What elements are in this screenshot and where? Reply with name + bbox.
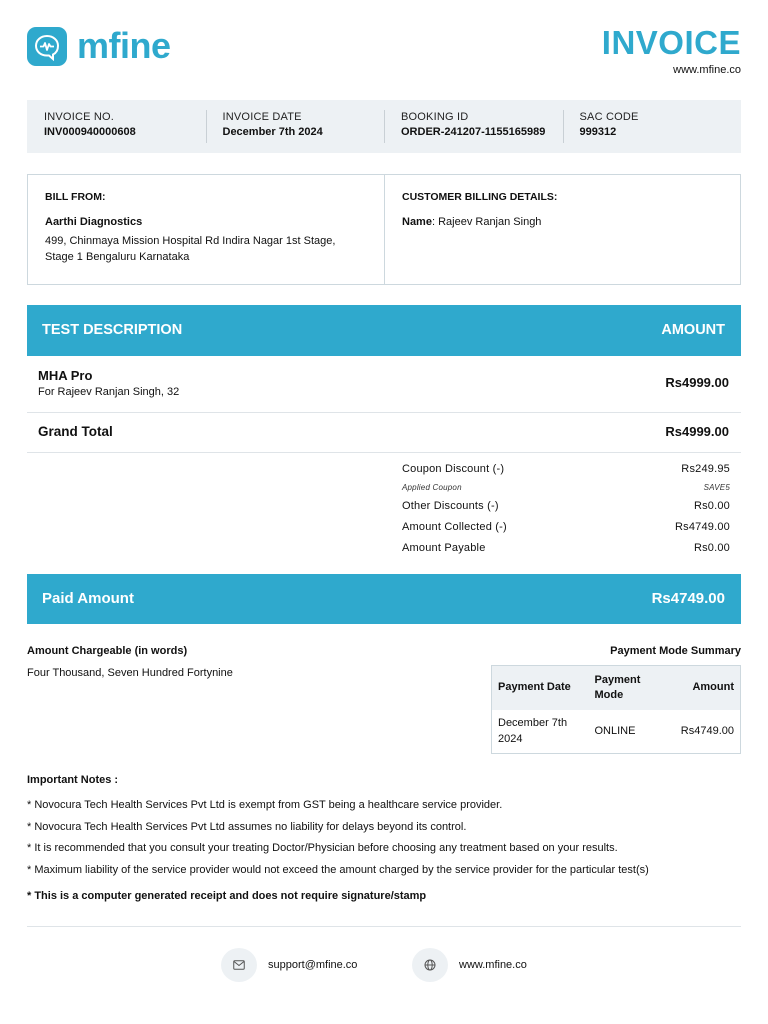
discount-label: Amount Payable <box>402 542 486 554</box>
footer-divider <box>27 926 741 927</box>
footer-email[interactable] <box>221 948 357 982</box>
provider-address-line: 499, Chinmaya Mission Hospital Rd Indira Nagar 1st Stage, <box>45 235 336 247</box>
note-item: * Novocura Tech Health Services Pvt Ltd is exempt from GST being a healthcare service provider. <box>27 799 503 811</box>
provider-address-line: Stage 1 Bengaluru Karnataka <box>45 251 190 263</box>
payment-table-header <box>492 666 741 710</box>
col-amount: AMOUNT <box>661 322 725 338</box>
payment-summary-heading: Payment Mode Summary <box>610 645 741 657</box>
meta-label: SAC CODE <box>579 111 639 123</box>
provider-name: Aarthi Diagnostics <box>45 216 143 228</box>
computer-generated-note: * This is a computer generated receipt and does not require signature/stamp <box>27 890 427 902</box>
discount-summary <box>402 462 730 562</box>
mail-icon <box>221 948 257 982</box>
amount-collected-row <box>402 520 730 541</box>
important-notes-heading: Important Notes : <box>27 774 119 786</box>
bill-from-heading: BILL FROM: <box>45 191 106 203</box>
test-patient: For Rajeev Ranjan Singh, 32 <box>38 386 180 398</box>
customer-name-label: Name <box>402 216 432 228</box>
meta-value: INV000940000608 <box>44 126 136 138</box>
other-discounts-row <box>402 499 730 520</box>
meta-value: ORDER-241207-1155165989 <box>401 126 546 138</box>
customer-name <box>402 216 724 228</box>
grand-total-label: Grand Total <box>38 424 113 439</box>
col-payment-mode-line: Payment <box>594 673 641 686</box>
note-item: * It is recommended that you consult your treating Doctor/Physician before choosing any treatment based on your results. <box>27 842 618 854</box>
meta-label: INVOICE NO. <box>44 111 115 123</box>
paid-amount-value: Rs4749.00 <box>651 590 725 607</box>
important-notes <box>27 799 741 885</box>
customer-billing <box>385 175 740 284</box>
discount-value: Rs0.00 <box>693 542 730 554</box>
footer-website[interactable] <box>412 948 527 982</box>
billing-section <box>27 174 741 285</box>
payment-date-line: 2024 <box>498 733 523 746</box>
header-website[interactable]: www.mfine.co <box>673 64 741 76</box>
grand-total-row <box>27 413 741 453</box>
note-item: * Maximum liability of the service provider would not exceed the amount charged by the service provider for the particular test(s) <box>27 863 649 876</box>
footer-website-text[interactable]: www.mfine.co <box>459 959 527 971</box>
brand-name: mfine <box>77 25 171 66</box>
col-payment-amount: Amount <box>669 666 741 710</box>
amount-words-value: Four Thousand, Seven Hundred Fortynine <box>27 667 233 679</box>
table-row <box>492 710 741 754</box>
paid-amount-bar <box>27 574 741 624</box>
test-name: MHA Pro <box>38 368 93 383</box>
globe-icon <box>412 948 448 982</box>
applied-coupon-row <box>402 483 730 499</box>
meta-invoice-no <box>27 100 206 153</box>
payment-date <box>492 710 589 754</box>
customer-heading: CUSTOMER BILLING DETAILS: <box>402 191 558 203</box>
meta-value: December 7th 2024 <box>222 126 323 138</box>
col-payment-mode <box>589 666 669 710</box>
table-row <box>27 356 741 413</box>
col-payment-date: Payment Date <box>492 666 589 710</box>
chat-pulse-icon <box>27 27 67 66</box>
items-table-header <box>27 305 741 356</box>
test-amount: Rs4999.00 <box>665 375 729 390</box>
discount-value: Rs4749.00 <box>674 521 730 533</box>
bill-from <box>28 175 385 284</box>
discount-label: Applied Coupon <box>402 483 462 492</box>
grand-total-amount: Rs4999.00 <box>665 424 729 439</box>
meta-booking-id <box>384 100 563 153</box>
note-item: * Novocura Tech Health Services Pvt Ltd assumes no liability for delays beyond its control. <box>27 820 467 833</box>
meta-sac-code <box>563 100 742 153</box>
paid-amount-label: Paid Amount <box>42 590 134 607</box>
payment-mode: ONLINE <box>594 725 636 738</box>
meta-value: 999312 <box>579 126 617 138</box>
meta-label: INVOICE DATE <box>222 111 302 123</box>
payment-amount: Rs4749.00 <box>680 725 734 738</box>
meta-label: BOOKING ID <box>401 111 469 123</box>
discount-value: Rs0.00 <box>693 500 730 512</box>
discount-value: Rs249.95 <box>681 463 730 475</box>
col-payment-mode-line: Mode <box>594 688 624 701</box>
discount-value: SAVE5 <box>703 483 730 492</box>
col-test-description: TEST DESCRIPTION <box>42 322 183 338</box>
discount-label: Coupon Discount (-) <box>402 463 505 475</box>
payment-date-line: December 7th <box>498 717 568 730</box>
discount-label: Other Discounts (-) <box>402 500 499 512</box>
invoice-title: INVOICE <box>601 24 741 61</box>
customer-name-value: : Rajeev Ranjan Singh <box>431 216 542 228</box>
discount-label: Amount Collected (-) <box>402 521 507 533</box>
amount-words-heading: Amount Chargeable (in words) <box>27 645 188 657</box>
brand-logo <box>27 26 171 66</box>
meta-invoice-date <box>206 100 385 153</box>
amount-payable-row <box>402 541 730 562</box>
invoice-header <box>27 24 741 84</box>
payment-summary-table <box>491 665 741 754</box>
coupon-discount-row <box>402 462 730 483</box>
invoice-meta-bar <box>27 100 741 153</box>
footer-email-text[interactable]: support@mfine.co <box>268 959 358 971</box>
